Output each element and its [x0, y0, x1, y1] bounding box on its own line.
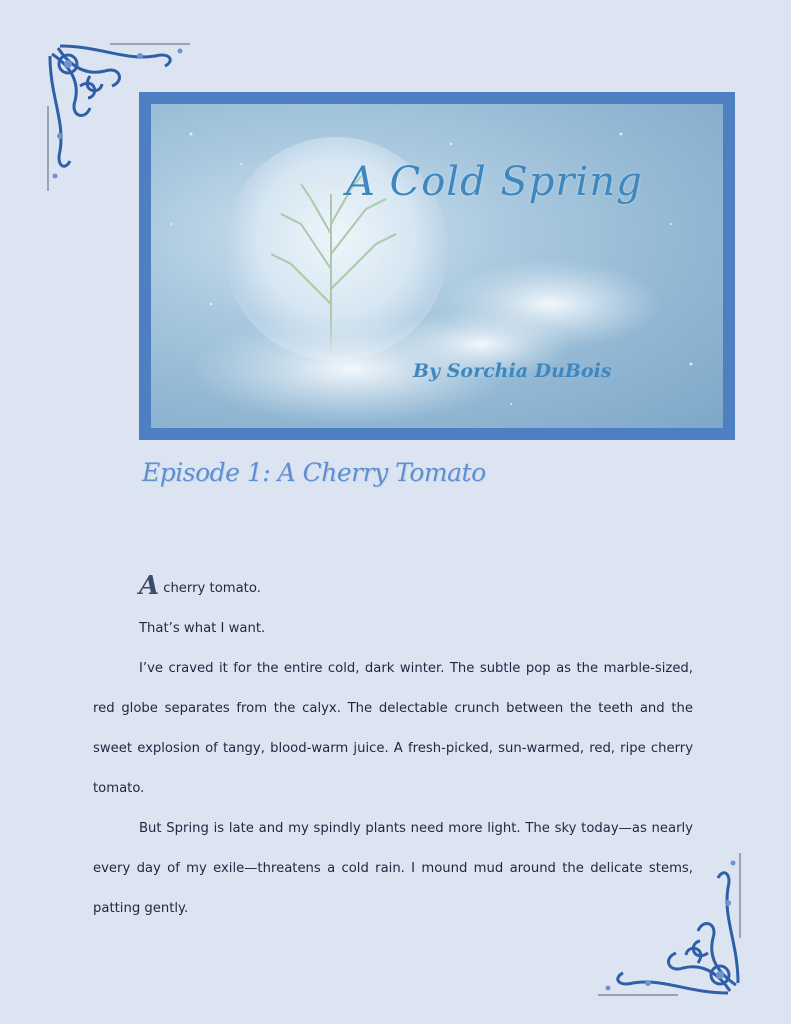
story-text: [93, 566, 693, 929]
drop-cap: A: [139, 571, 160, 601]
cover-title: A Cold Spring: [346, 159, 643, 205]
paragraph-2: That’s what I want.: [139, 621, 266, 636]
episode-title: Episode 1: A Cherry Tomato: [142, 458, 486, 487]
paragraph-3: I’ve craved it for the entire cold, dark winter. The subtle pop as the marble-sized, red globe separates from the calyx. The delectable crunch between the teeth and the sweet explosion of tangy, blood-warm juice. A fresh-picked, sun-warmed, red, ripe cherry tomato.: [93, 661, 693, 796]
paragraph-4: But Spring is late and my spindly plants need more light. The sky today—as nearly every day of my exile—threatens a cold rain. I mound mud around the delicate stems, patting gently.: [93, 821, 693, 916]
cover-author: By Sorchia DuBois: [413, 360, 612, 382]
paragraph-1-text: cherry tomato.: [163, 581, 261, 596]
cover-image-frame: [139, 92, 735, 440]
cover-image: [151, 104, 723, 428]
paragraph-1: [93, 566, 693, 609]
